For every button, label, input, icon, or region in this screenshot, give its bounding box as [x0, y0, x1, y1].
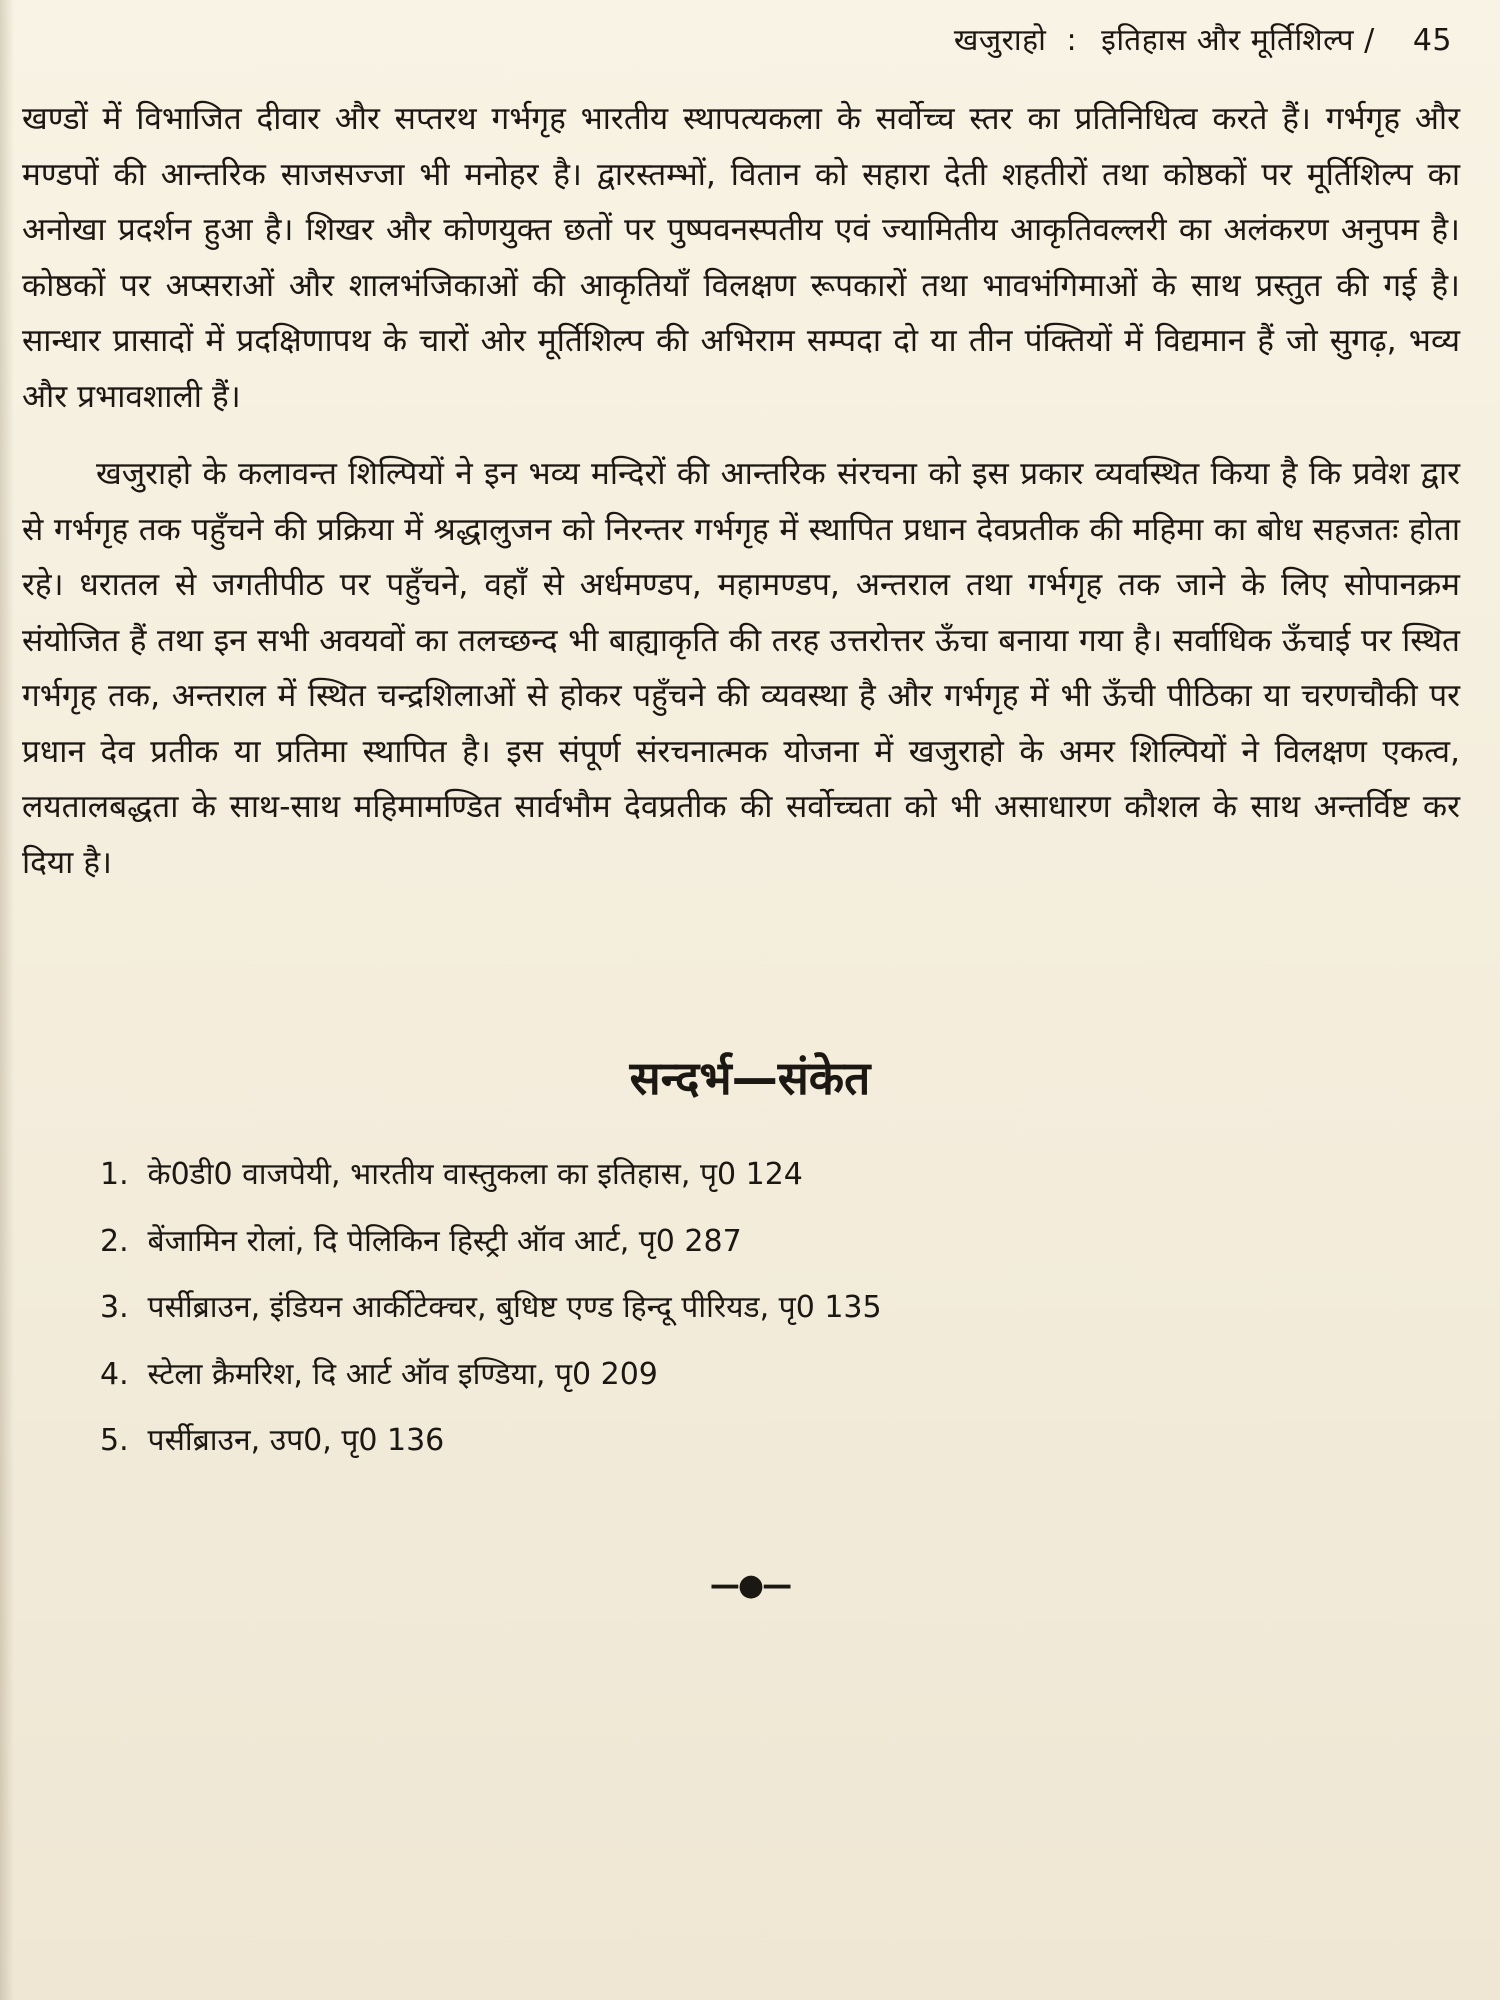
- reference-item: [100, 1408, 1400, 1475]
- running-header: [954, 18, 1452, 59]
- reference-number: 5.: [100, 1423, 129, 1458]
- reference-item: [100, 1342, 1400, 1409]
- reference-text: स्टेला क्रैमरिश, दि आर्ट ऑव इण्डिया, पृ0 209: [147, 1356, 658, 1392]
- paragraph-1: खण्डों में विभाजित दीवार और सप्तरथ गर्भगृह भारतीय स्थापत्यकला के सर्वोच्च स्तर का प्रतिनिधित्व करते हैं। गर्भगृह और मण्डपों की आन्तरिक साजसज्जा भी मनोहर है। द्वारस्तम्भों, वितान को सहारा देती शहतीरों तथा कोष्ठकों पर मूर्तिशिल्प का अनोखा प्रदर्शन हुआ है। शिखर और कोणयुक्त छतों पर पुष्पवनस्पतीय एवं ज्यामितीय आकृतिवल्लरी का अलंकरण अनुपम है। कोष्ठकों पर अप्सराओं और शालभंजिकाओं की आकृतियाँ विलक्षण रूपकारों तथा भावभंगिमाओं के साथ प्रस्तुत की गई है। सान्धार प्रासादों में प्रदक्षिणापथ के चारों ओर मूर्तिशिल्प की अभिराम सम्पदा दो या तीन पंक्तियों में विद्यमान हैं जो सुगढ़, भव्य और प्रभावशाली हैं।: [22, 101, 1460, 415]
- reference-number: 4.: [100, 1356, 129, 1392]
- reference-text: पर्सीब्राउन, इंडियन आर्कीटेक्चर, बुधिष्ट एण्ड हिन्दू पीरियड, पृ0 135: [147, 1290, 882, 1325]
- paragraph-2: खजुराहो के कलावन्त शिल्पियों ने इन भव्य मन्दिरों की आन्तरिक संरचना को इस प्रकार व्यवस्थित किया है कि प्रवेश द्वार से गर्भगृह तक पहुँचने की प्रक्रिया में श्रद्धालुजन को निरन्तर गर्भगृह में स्थापित प्रधान देवप्रतीक की महिमा का बोध सहजतः होता रहे। धरातल से जगतीपीठ पर पहुँचने, वहाँ से अर्धमण्डप, महामण्डप, अन्तराल तथा गर्भगृह तक जाने के लिए सोपानक्रम संयोजित हैं तथा इन सभी अवयवों का तलच्छन्द भी बाह्याकृति की तरह उत्तरोत्तर ऊँचा बनाया गया है। सर्वाधिक ऊँचाई पर स्थित गर्भगृह तक, अन्तराल में स्थित चन्द्रशिलाओं से होकर पहुँचने की व्यवस्था है और गर्भगृह में भी ऊँची पीठिका या चरणचौकी पर प्रधान देव प्रतीक या प्रतिमा स्थापित है। इस संपूर्ण संरचनात्मक योजना में खजुराहो के अमर शिल्पियों ने विलक्षण एकत्व, लयतालबद्धता के साथ-साथ महिमामण्डित सार्वभौम देवप्रतीक की सर्वोच्चता को भी असाधारण कौशल के साथ अन्तर्विष्ट कर दिया है।: [22, 456, 1460, 881]
- reference-text: के0डी0 वाजपेयी, भारतीय वास्तुकला का इतिहास, पृ0 124: [147, 1157, 803, 1192]
- reference-item: [100, 1142, 1400, 1209]
- body-text: [22, 92, 1460, 891]
- reference-text: पर्सीब्राउन, उप0, पृ0 136: [147, 1423, 445, 1458]
- page-gutter-shadow: [0, 0, 14, 2000]
- reference-item: [100, 1275, 1400, 1342]
- header-slash: /: [1364, 23, 1375, 58]
- page-number: 45: [1412, 23, 1452, 58]
- header-separator: :: [1066, 23, 1078, 58]
- reference-number: 1.: [100, 1157, 129, 1192]
- reference-number: 2.: [100, 1223, 129, 1259]
- reference-number: 3.: [100, 1290, 129, 1325]
- references-list: [100, 1142, 1400, 1475]
- reference-item: [100, 1209, 1400, 1276]
- references-heading: सन्दर्भ—संकेत: [629, 1051, 871, 1105]
- header-title: खजुराहो: [953, 23, 1047, 58]
- header-subtitle: इतिहास और मूर्तिशिल्प: [1101, 23, 1355, 58]
- end-ornament: —●—: [709, 1568, 791, 1603]
- reference-text: बेंजामिन रोलां, दि पेलिकिन हिस्ट्री ऑव आर्ट, पृ0 287: [147, 1223, 742, 1259]
